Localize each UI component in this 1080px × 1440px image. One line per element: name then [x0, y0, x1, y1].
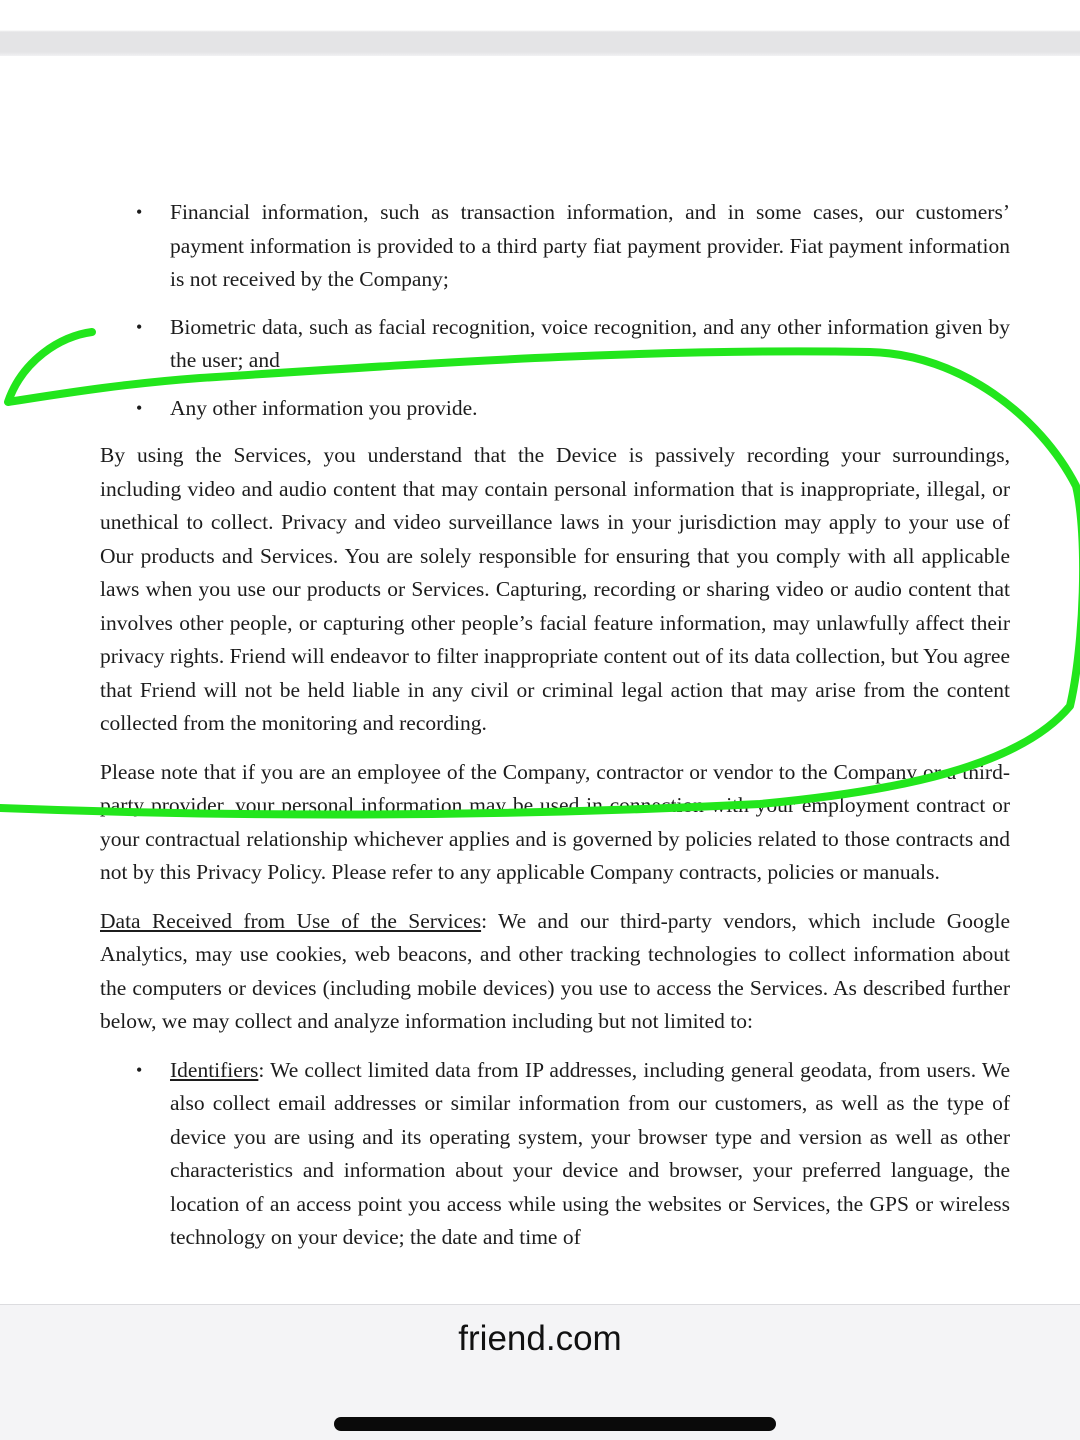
- browser-bottom-bar: [0, 1304, 1080, 1440]
- paragraph-recording: By using the Services, you understand that the Device is passively recording your surroundings, including video and audio content that may contain personal information that is inappropriate, illegal, or unethical to collect. Privacy and video surveillance laws in your jurisdiction may apply to your use of Our products and Services. You are solely responsible for ensuring that you comply with all applicable laws when you use our products or Services. Capturing, recording or sharing video or audio content that involves other people, or capturing other people’s facial feature information, may unlawfully affect their privacy rights. Friend will endeavor to filter inappropriate content out of its data collection, but You agree that Friend will not be held liable in any civil or criminal legal action that may arise from the content collected from the monitoring and recording.: [100, 443, 1010, 735]
- bullet-text: Biometric data, such as facial recognition, voice recognition, and any other information given by the user; and: [170, 314, 1010, 372]
- bullet-dot: •: [136, 316, 143, 337]
- bullet-identifiers: [100, 1054, 1010, 1255]
- bullet-text: Any other information you provide.: [170, 395, 478, 420]
- bullet-dot: •: [136, 1059, 143, 1080]
- paragraph-data-received: [100, 905, 1010, 1039]
- bullet-financial: [100, 196, 1010, 297]
- bullet-dot: •: [136, 397, 143, 418]
- url-label[interactable]: friend.com: [458, 1319, 622, 1358]
- section-text-data-received: : We and our third-party vendors, which include Google Analytics, may use cookies, web beacons, and other tracking technologies to collect information about the computers or devices (including mobile devices) you use to access the Services. As described further below, we may collect and analyze information including but not limited to:: [100, 908, 1011, 1033]
- bullet-biometric: [100, 311, 1010, 378]
- identifiers-text: : We collect limited data from IP addresses, including general geodata, from users. We also collect email addresses or similar information from our customers, as well as the type of device you are using and its operating system, your browser type and version as well as other characteristics and information about your device and browser, your preferred language, the location of an access point you access while using the websites or Services, the GPS or wireless technology on your device; the date and time of: [170, 1057, 1010, 1249]
- bullet-dot: •: [136, 202, 143, 222]
- home-indicator[interactable]: [334, 1417, 776, 1431]
- bullet-other-info: [100, 392, 1010, 426]
- identifiers-label: Identifiers: [170, 1057, 259, 1082]
- document-content: [100, 196, 1010, 1269]
- section-heading-data-received: Data Received from Use of the Services: [100, 908, 482, 933]
- bullet-text: Financial information, such as transaction information, and in some cases, our customers’ payment information is provided to a third party fiat payment provider. Fiat payment information is not received by the Company;: [170, 200, 1010, 291]
- document-page[interactable]: [0, 56, 1080, 1304]
- paragraph-employee: Please note that if you are an employee of the Company, contractor or vendor to the Company or a third-party provider, your personal information may be used in connection with your employment contract or your contractual relationship whichever applies and is governed by policies related to those contracts and not by this Privacy Policy. Please refer to any applicable Company contracts, policies or manuals.: [100, 759, 1010, 884]
- browser-top-bar: [0, 0, 1080, 56]
